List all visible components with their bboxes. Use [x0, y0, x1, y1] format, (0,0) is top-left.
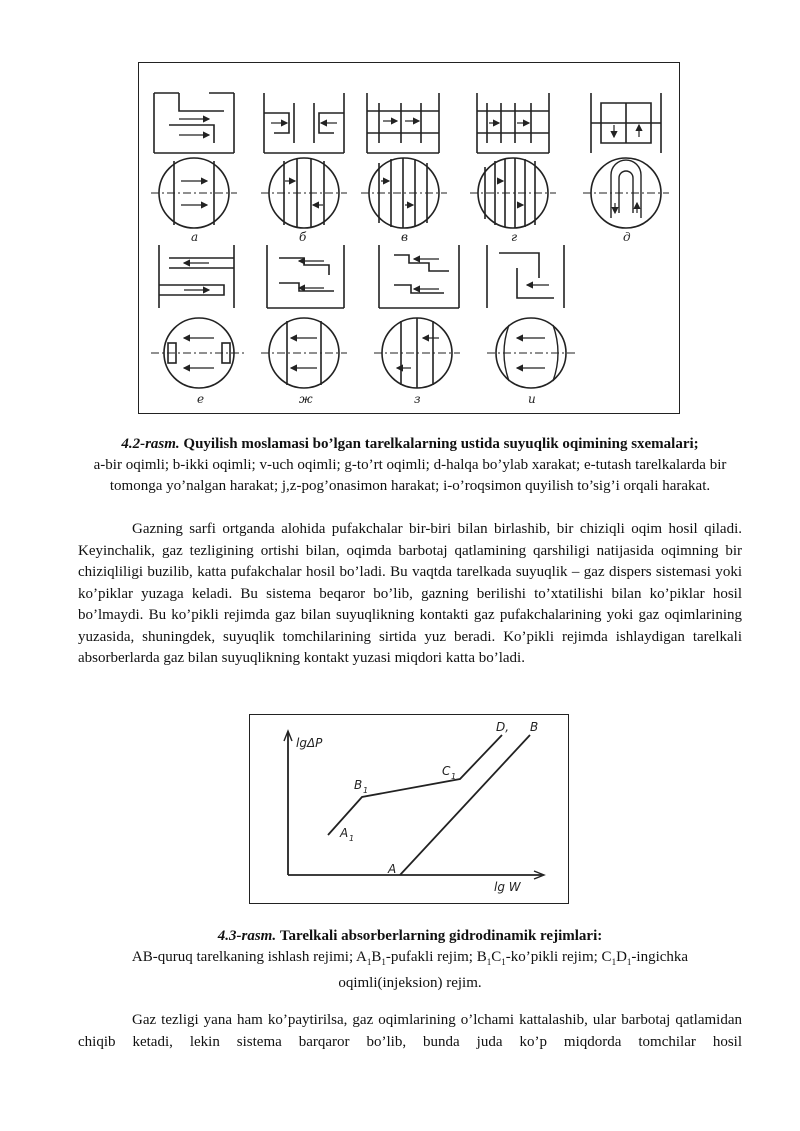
figure-4-2-caption-title: Quyilish moslamasi bo’lgan tarelkalarning ustida suyuqlik oqimining sxemalari; — [183, 436, 699, 452]
tray-flow-schemes-drawing — [139, 63, 681, 415]
point-label-A1 — [339, 826, 354, 843]
scheme-g-section — [477, 93, 549, 153]
body-paragraph-2: Gaz tezligi yana ham ko’paytirilsa, gaz oqimlarining o’lchami kattalashib, ular barbotaj qatlamidan chiqib ketadi, lekin sistema barqaror bo’lib, bunda juda ko’p miqdorda tomchilar hosil — [78, 1012, 742, 1050]
sublabel-z: з — [414, 392, 421, 406]
point-label-A — [387, 862, 396, 876]
x-axis-label: lg W — [494, 880, 521, 894]
figure-4-3-caption-text: AB-quruq tarelkaning ishlash rejimi; $A_1B_1$-pufakli rejim; $B_1C_1-ko’pikli$ rejim; $C_1D_1$-ingichka oqimli(injeksion) rejim. — [131, 949, 689, 991]
point-label-C1 — [442, 764, 456, 781]
figure-4-2-caption-label: 4.2-rasm. — [121, 436, 180, 452]
body-paragraph-1: Gazning sarfi ortganda alohida pufakchalar bir-biri bilan birlashib, bir chiziqli oqim hosil qiladi. Keyinchalik, gaz tezligining ortishi bilan, oqimda barbotaj qatlamining qarshiligi natijasida oqimning bir chiziqliligi buzilib, katta pufakchalar hosil bo’ladi. Bu vaqtda tarelkada suyuqlik – gaz dispers sistemasi yoki ko’piklar yuzaga keladi. Bu sistema beqaror bo’lib, gazning berilishi to’xtatilishi bilan ko’piklar hosil bo’lmaydi. Bu ko’pikli rejimda gaz bilan suyuqlikning kontakti gaz pufakchalarining yoki gaz oqimlarining yuzasida, shuningdek, suyuqlik tomchilarining sirtida yuz beradi. Ko’pikli rejimda ishlaydigan tarelkali absorberlarda gaz bilan suyuqlikning kontakt yuzasi miqdori katta bo’ladi. — [78, 521, 742, 666]
svg-text:C: C — [442, 764, 451, 778]
scheme-b-plan — [261, 158, 347, 228]
scheme-v-plan — [361, 158, 447, 228]
scheme-zh-section — [267, 245, 344, 308]
scheme-d-section — [591, 93, 661, 153]
scheme-a-section — [154, 93, 234, 153]
scheme-d-plan — [583, 158, 669, 228]
svg-text:1: 1 — [349, 834, 355, 843]
scheme-i-plan — [487, 318, 575, 388]
svg-text:B: B — [354, 778, 363, 792]
point-label-D1 — [496, 720, 509, 734]
hydrodynamic-regimes-plot — [250, 715, 570, 905]
svg-text:B: B — [530, 720, 539, 734]
svg-text:1: 1 — [451, 772, 457, 781]
sublabel-i: и — [528, 392, 536, 406]
figure-4-3-caption-title: Tarelkali absorberlarning gidrodinamik rejimlari: — [279, 928, 603, 944]
sublabel-g: г — [511, 230, 518, 244]
scheme-e-plan — [151, 318, 247, 388]
scheme-b-section — [264, 93, 344, 153]
scheme-zh-plan — [261, 318, 347, 388]
figure-4-2-caption — [78, 434, 742, 497]
y-axis-label: lgΔP — [296, 736, 323, 750]
svg-text:A: A — [340, 826, 349, 840]
line-A-B — [400, 735, 530, 875]
figure-4-2-caption-text: a-bir oqimli; b-ikki oqimli; v-uch oqimli; g-to’rt oqimli; d-halqa bo’ylab xarakat; e-tutash tarelkalarda bir tomonga yo’nalgan harakat; j,z-pog’onasimon harakat; i-o’roqsimon quyilish to’sig’i orqali harakat. — [93, 457, 727, 494]
scheme-i-section — [487, 245, 564, 308]
point-label-B — [530, 720, 538, 734]
svg-text:A: A — [388, 862, 397, 876]
figure-4-2 — [138, 62, 680, 414]
scheme-a-plan — [151, 158, 237, 228]
sublabel-d: д — [623, 230, 631, 244]
sublabel-zh: ж — [299, 392, 313, 406]
point-label-B1 — [354, 778, 368, 795]
figure-4-3 — [249, 714, 569, 904]
scheme-v-section — [367, 93, 439, 153]
sublabel-b: б — [299, 230, 307, 244]
scheme-z-section — [379, 245, 459, 308]
scheme-g-plan — [470, 158, 556, 228]
axes — [284, 731, 544, 879]
figure-4-3-caption — [78, 926, 742, 994]
sublabel-e: е — [197, 392, 205, 406]
svg-text:1: 1 — [363, 786, 369, 795]
sublabel-v: в — [401, 230, 408, 244]
figure-4-3-caption-label: 4.3-rasm. — [217, 928, 277, 944]
svg-text:D,: D, — [496, 720, 510, 734]
sublabel-a: а — [191, 230, 199, 244]
scheme-z-plan — [374, 318, 460, 388]
scheme-e-section — [159, 245, 234, 308]
